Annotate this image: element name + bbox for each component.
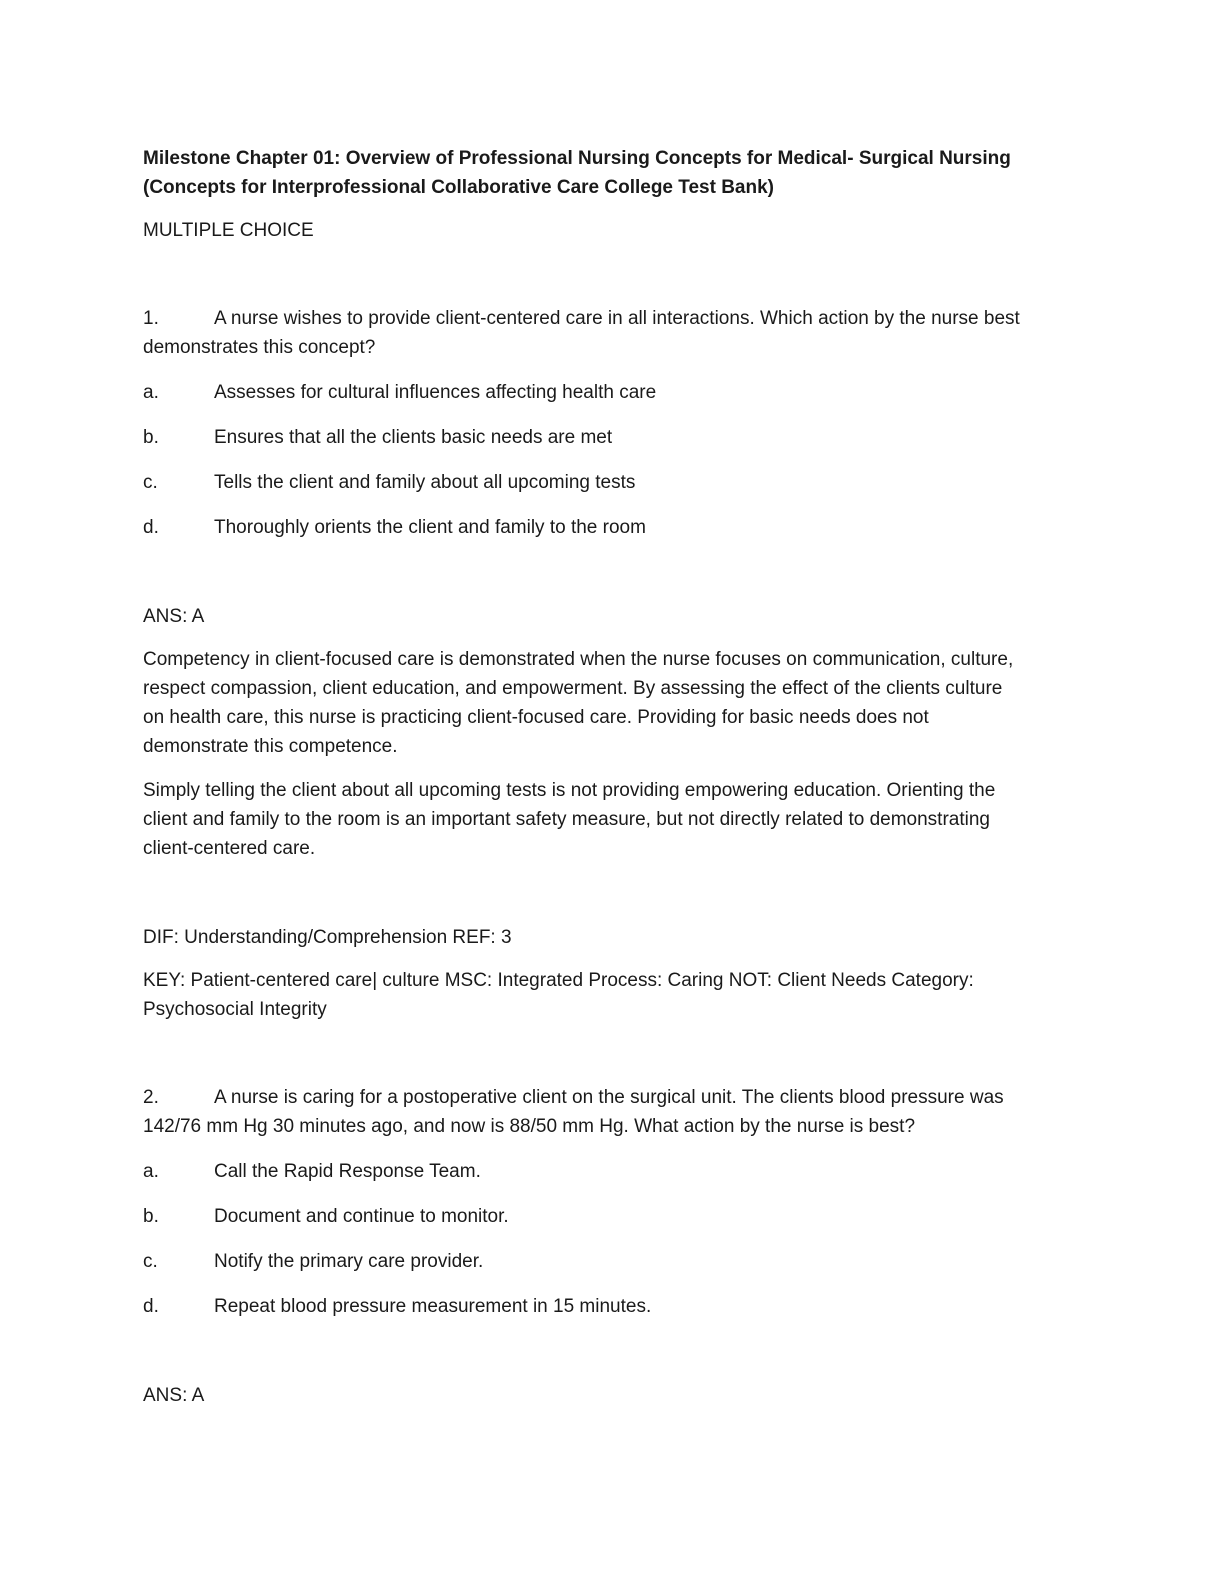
rationale-line: on health care, this nurse is practicing client-focused care. Providing for basic needs does not bbox=[143, 707, 929, 728]
option-a bbox=[143, 1157, 1083, 1186]
rationale-line: Competency in client-focused care is demonstrated when the nurse focuses on communication, culture, bbox=[143, 649, 1014, 670]
rationale-line: Simply telling the client about all upcoming tests is not providing empowering education. Orienting the bbox=[143, 780, 996, 801]
option-text: Call the Rapid Response Team. bbox=[214, 1161, 481, 1182]
dif-ref-line: DIF: Understanding/Comprehension REF: 3 bbox=[143, 927, 512, 948]
answer-line: ANS: A bbox=[143, 606, 205, 627]
question-stem-line-1: A nurse wishes to provide client-centered care in all interactions. Which action by the nurse best bbox=[214, 308, 1020, 329]
key-block bbox=[143, 966, 1083, 1024]
rationale-line: client and family to the room is an important safety measure, but not directly related to demonstrating bbox=[143, 809, 990, 830]
rationale-line: demonstrate this competence. bbox=[143, 736, 398, 757]
option-text: Repeat blood pressure measurement in 15 minutes. bbox=[214, 1296, 652, 1317]
option-letter: c. bbox=[143, 1251, 158, 1272]
rationale-paragraph-1 bbox=[143, 645, 1083, 761]
option-c bbox=[143, 1247, 1083, 1276]
option-letter: a. bbox=[143, 1161, 159, 1182]
document-content bbox=[143, 144, 1083, 1410]
option-b bbox=[143, 1202, 1083, 1231]
option-letter: b. bbox=[143, 1206, 159, 1227]
question-number: 1. bbox=[143, 308, 159, 329]
question-1 bbox=[143, 304, 1083, 1024]
option-c bbox=[143, 468, 1083, 497]
question-2 bbox=[143, 1083, 1083, 1410]
key-line-1: KEY: Patient-centered care| culture MSC: Integrated Process: Caring NOT: Client Needs Category: bbox=[143, 970, 974, 991]
rationale-paragraph-2 bbox=[143, 776, 1083, 863]
rationale-line: respect compassion, client education, and empowerment. By assessing the effect of the clients culture bbox=[143, 678, 1003, 699]
option-text: Document and continue to monitor. bbox=[214, 1206, 509, 1227]
document-title bbox=[143, 144, 1083, 202]
option-text: Thoroughly orients the client and family to the room bbox=[214, 517, 646, 538]
option-letter: b. bbox=[143, 427, 159, 448]
question-stem bbox=[143, 1083, 1083, 1112]
question-stem bbox=[143, 304, 1083, 333]
question-stem-line-2: demonstrates this concept? bbox=[143, 337, 376, 358]
rationale-line: client-centered care. bbox=[143, 838, 316, 859]
question-number: 2. bbox=[143, 1087, 159, 1108]
section-label: MULTIPLE CHOICE bbox=[143, 220, 314, 241]
key-line-2: Psychosocial Integrity bbox=[143, 999, 327, 1020]
option-text: Ensures that all the clients basic needs are met bbox=[214, 427, 613, 448]
option-b bbox=[143, 423, 1083, 452]
option-letter: d. bbox=[143, 1296, 159, 1317]
question-stem-line-2: 142/76 mm Hg 30 minutes ago, and now is 88/50 mm Hg. What action by the nurse is best? bbox=[143, 1116, 916, 1137]
title-line-1: Milestone Chapter 01: Overview of Professional Nursing Concepts for Medical- Surgical Nursing bbox=[143, 148, 1011, 169]
option-text: Assesses for cultural influences affecting health care bbox=[214, 382, 657, 403]
option-a bbox=[143, 378, 1083, 407]
option-d bbox=[143, 1292, 1083, 1321]
option-letter: c. bbox=[143, 472, 158, 493]
answer-line: ANS: A bbox=[143, 1385, 205, 1406]
question-stem-line-1: A nurse is caring for a postoperative client on the surgical unit. The clients blood pressure was bbox=[214, 1087, 1004, 1108]
option-letter: a. bbox=[143, 382, 159, 403]
option-d bbox=[143, 513, 1083, 542]
option-text: Tells the client and family about all upcoming tests bbox=[214, 472, 636, 493]
option-letter: d. bbox=[143, 517, 159, 538]
option-text: Notify the primary care provider. bbox=[214, 1251, 484, 1272]
title-line-2: (Concepts for Interprofessional Collaborative Care College Test Bank) bbox=[143, 177, 774, 198]
